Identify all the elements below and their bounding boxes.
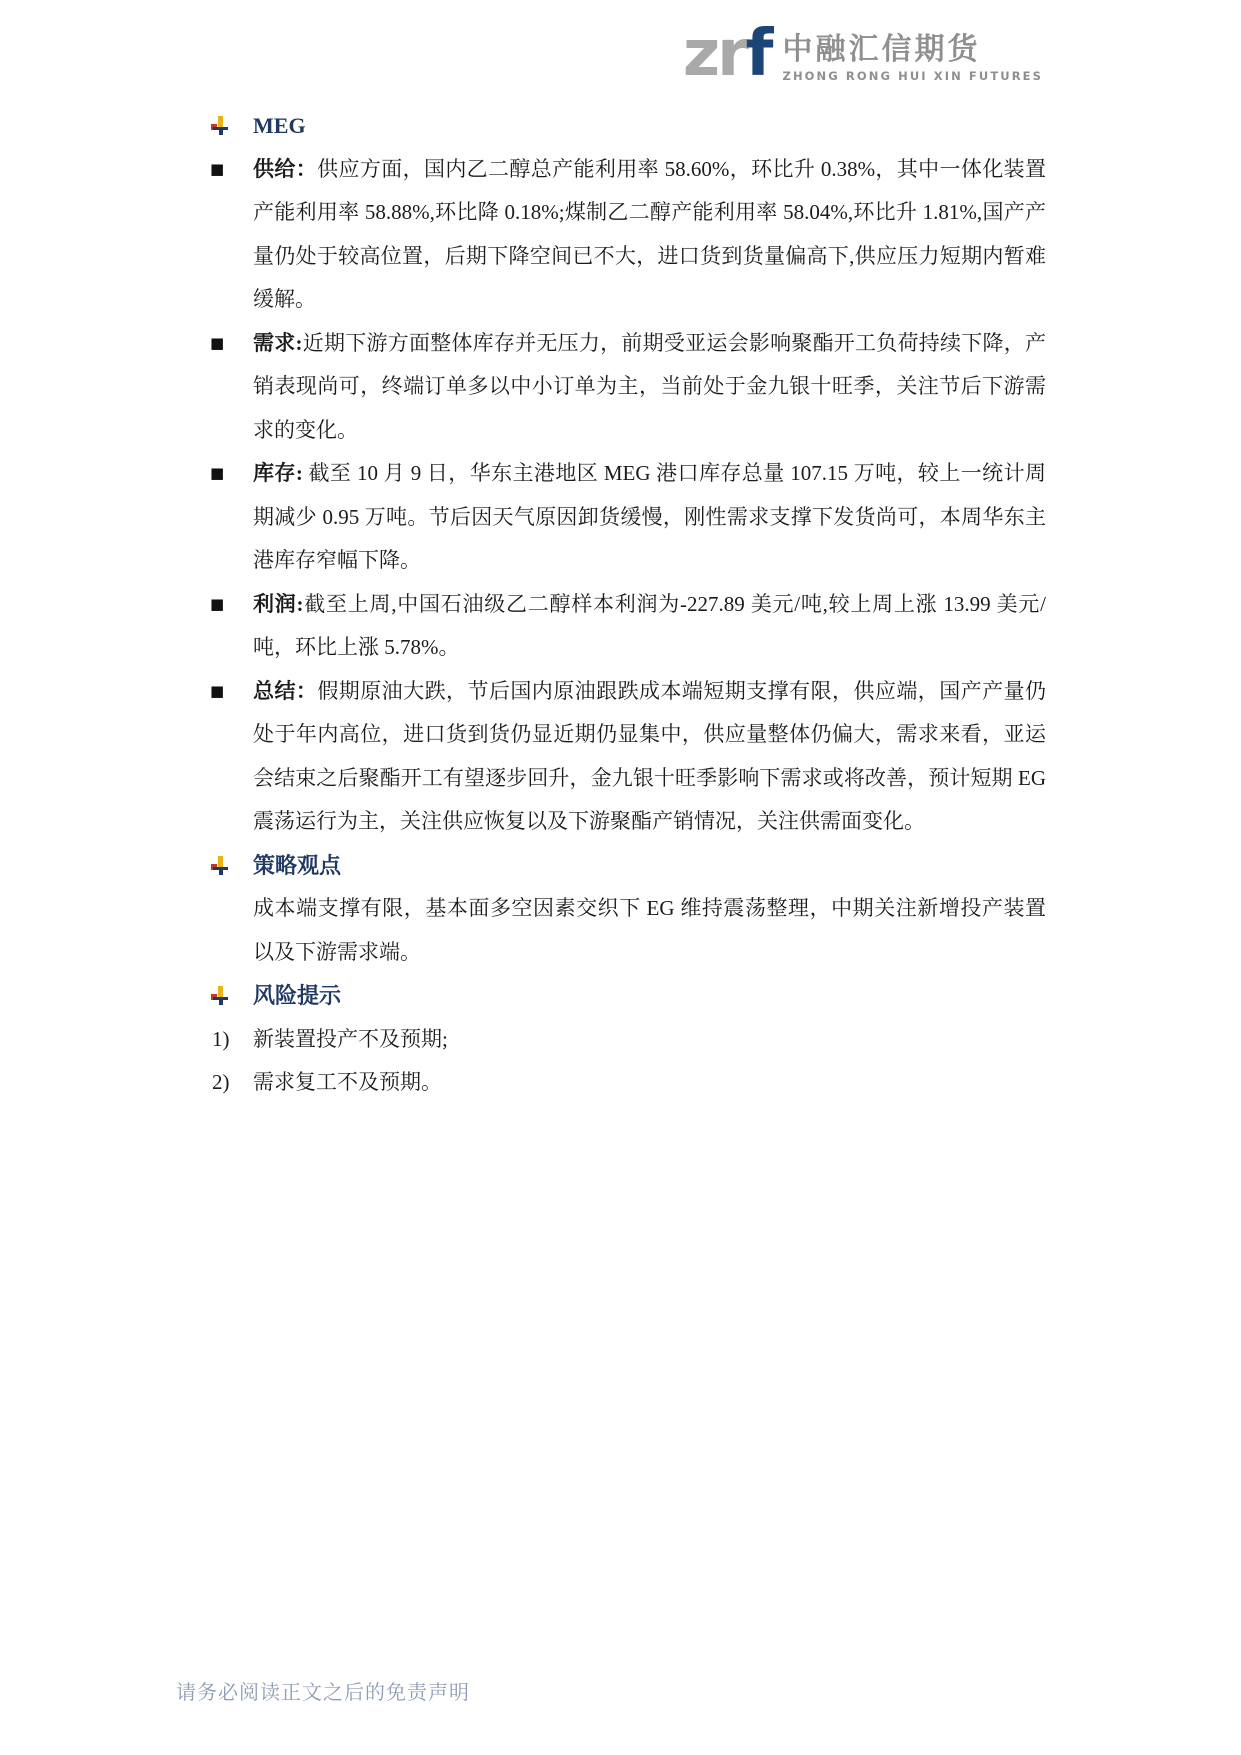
- bullet-text: 供应方面，国内乙二醇总产能利用率 58.60%，环比升 0.38%，其中一体化装置产能利用率 58.88%,环比降 0.18%;煤制乙二醇产能利用率 58.04%,环比升 1.81%,国产产量仍处于较高位置，后期下降空间已不大，进口货到货量偏高下,供应压力短期内暂难缓解。: [253, 156, 1047, 311]
- bullet-text: 截至上周,中国石油级乙二醇样本利润为-227.89 美元/吨,较上周上涨 13.99 美元/吨，环比上涨 5.78%。: [253, 591, 1046, 659]
- meg-section-header: [210, 104, 1046, 148]
- company-name-cn: 中融汇信期货: [782, 32, 981, 67]
- risk-item-text: 新装置投产不及预期;: [253, 1026, 448, 1051]
- black-square-icon: ■: [210, 594, 225, 613]
- report-body: [210, 104, 1046, 1105]
- black-square-icon: ■: [210, 464, 225, 482]
- bullet-label: 供给：: [253, 156, 318, 181]
- risk-item: [210, 1061, 1046, 1105]
- black-square-icon: ■: [210, 333, 225, 352]
- meg-section-title: MEG: [253, 113, 306, 138]
- bullet-item-supply: [210, 148, 1046, 322]
- risk-section-header: [210, 974, 1046, 1018]
- strategy-body-text: 成本端支撑有限，基本面多空因素交织下 EG 维持震荡整理，中期关注新增投产装置以及下游需求端。: [253, 896, 1046, 964]
- company-name-en: ZHONG RONG HUI XIN FUTURES: [782, 69, 1043, 83]
- black-square-icon: ■: [210, 159, 225, 178]
- bullet-item-inventory: [210, 452, 1046, 583]
- bullet-item-summary: [210, 670, 1046, 844]
- logo-zrf-icon: [682, 17, 771, 91]
- bullet-text: 截至 10 月 9 日，华东主港地区 MEG 港口库存总量 107.15 万吨，较上一统计周期减少 0.95 万吨。节后因天气原因卸货缓慢，刚性需求支撑下发货尚可，本周华东主港库存窄幅下降。: [253, 461, 1046, 572]
- risk-item-number: 2): [212, 1070, 230, 1094]
- bullet-label: 利润:: [253, 591, 304, 616]
- strategy-section-title: 策略观点: [253, 852, 342, 878]
- company-logo: [682, 17, 1043, 91]
- logo-f-text: f: [745, 17, 771, 91]
- strategy-section-header: [210, 844, 1046, 888]
- risk-section-title: 风险提示: [253, 983, 342, 1008]
- risk-item-text: 需求复工不及预期。: [253, 1070, 442, 1094]
- logo-names: [783, 34, 1044, 83]
- colored-down-arrow-icon: [211, 986, 230, 1005]
- risk-item: [210, 1018, 1046, 1062]
- bullet-label: 需求:: [253, 330, 303, 355]
- black-square-icon: ■: [210, 681, 225, 700]
- risk-item-number: 1): [212, 1026, 230, 1051]
- bullet-item-profit: [210, 583, 1046, 670]
- bullet-text: 近期下游方面整体库存并无压力，前期受亚运会影响聚酯开工负荷持续下降，产销表现尚可，终端订单多以中小订单为主，当前处于金九银十旺季，关注节后下游需求的变化。: [253, 330, 1046, 442]
- footer-disclaimer: 请务必阅读正文之后的免责声明: [176, 1682, 470, 1704]
- logo-zr-text: zr: [682, 17, 746, 91]
- colored-down-arrow-icon: [211, 116, 230, 135]
- bullet-label: 库存:: [253, 461, 303, 485]
- colored-down-arrow-icon: [211, 856, 230, 875]
- bullet-label: 总结：: [253, 678, 318, 703]
- bullet-item-demand: [210, 322, 1046, 453]
- bullet-text: 假期原油大跌，节后国内原油跟跌成本端短期支撑有限，供应端，国产产量仍处于年内高位，进口货到货仍显近期仍显集中，供应量整体仍偏大，需求来看，亚运会结束之后聚酯开工有望逐步回升，金九银十旺季影响下需求或将改善，预计短期 EG 震荡运行为主，关注供应恢复以及下游聚酯产销情况，关注供需面变化。: [253, 678, 1047, 833]
